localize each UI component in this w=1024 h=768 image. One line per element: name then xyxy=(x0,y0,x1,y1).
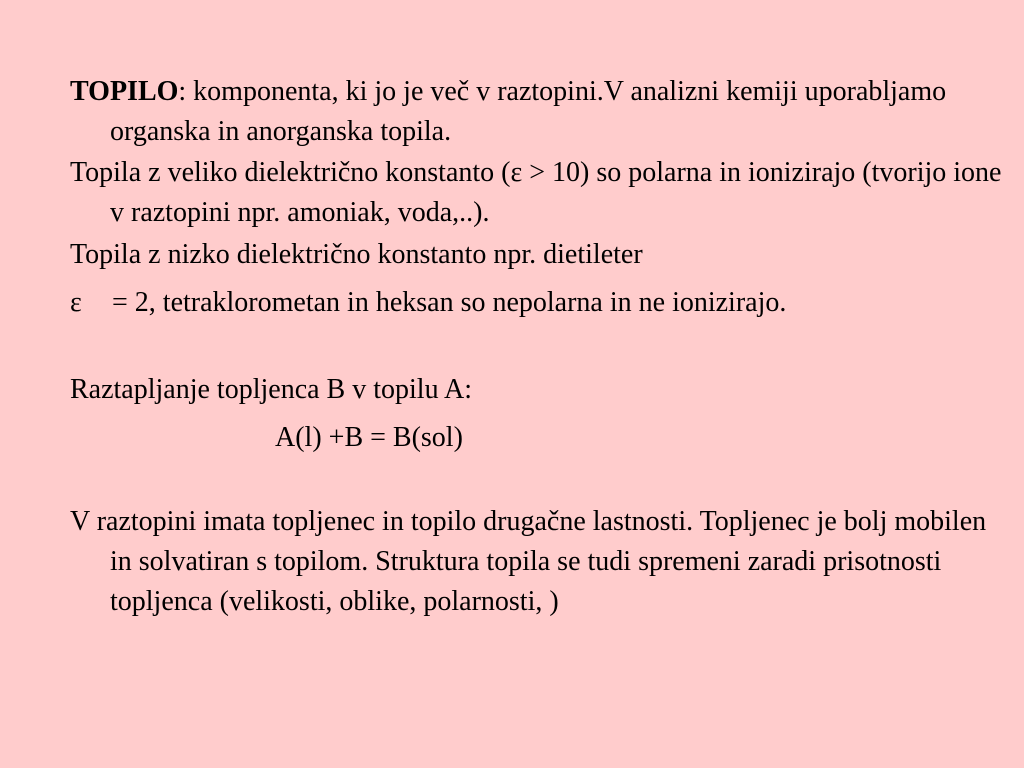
term-topilo: TOPILO xyxy=(70,76,179,107)
paragraph-epsilon-value xyxy=(70,283,970,323)
epsilon-text: = 2, tetraklorometan in heksan so nepolarna in ne ionizirajo. xyxy=(112,287,787,318)
paragraph-solution-properties: V raztopini imata topljenec in topilo drugačne lastnosti. Topljenec je bolj mobilen in solvatiran s topilom. Struktura topila se tudi spremeni zaradi prisotnosti topljenca (velikosti, oblike, polarnosti, ) xyxy=(70,506,987,617)
topilo-definition-text: : komponenta, ki jo je več v raztopini.V analizni kemiji uporabljamo organska in anorganska topila. xyxy=(110,76,947,147)
paragraph-dissolution: Raztapljanje topljenca B v topilu A: xyxy=(70,374,473,405)
dissolution-equation: A(l) +B = B(sol) xyxy=(275,422,463,453)
paragraph-high-dielectric: Topila z veliko dielektrično konstanto (ε > 10) so polarna in ionizirajo (tvorijo ione v raztopini npr. amoniak, voda,..). xyxy=(70,157,1002,228)
paragraph-topilo-definition xyxy=(70,72,1010,152)
paragraph-low-dielectric: Topila z nizko dielektrično konstanto npr. dietileter xyxy=(70,239,643,270)
epsilon-symbol: ε xyxy=(70,287,82,318)
